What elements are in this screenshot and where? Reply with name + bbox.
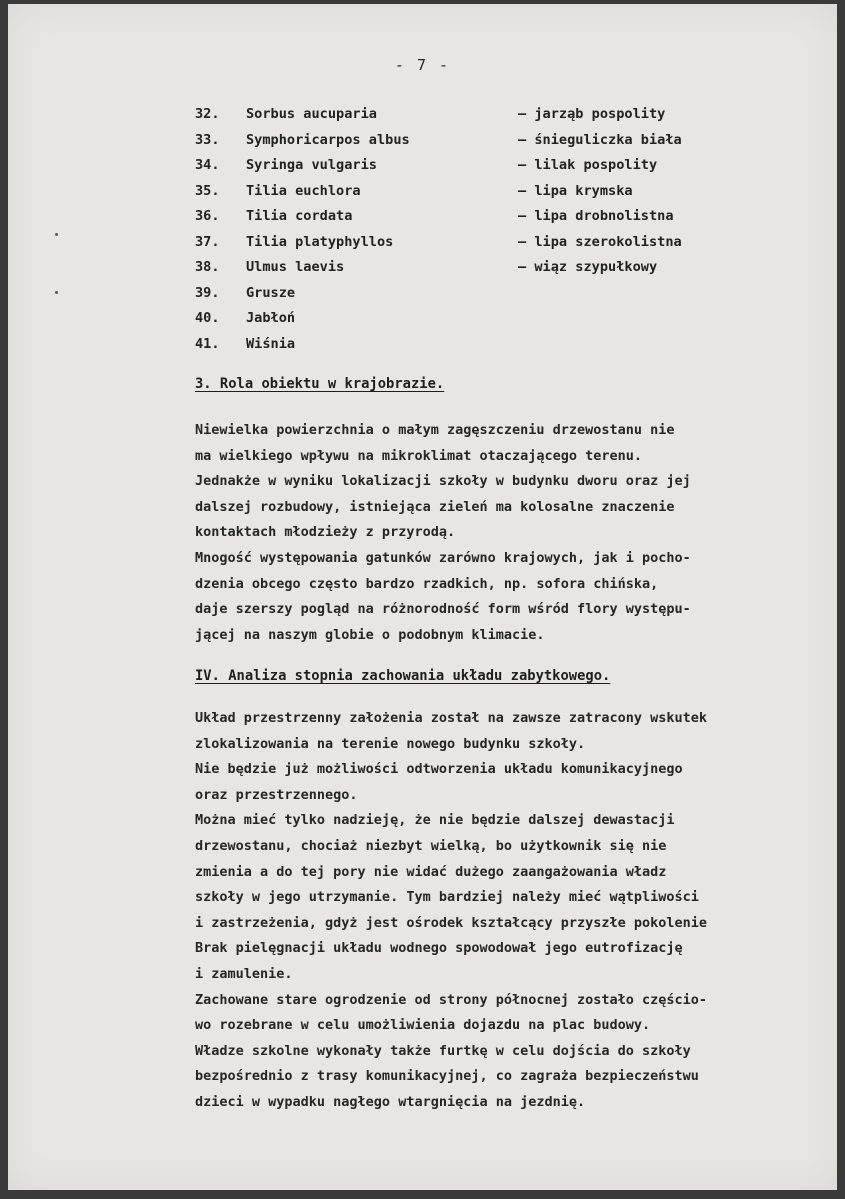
species-number: 36.	[195, 208, 220, 224]
text-line: dalszej rozbudowy, istniejąca zieleń ma kolosalne znaczenie	[195, 498, 675, 515]
paper-speck	[55, 291, 58, 294]
text-line: bezpośrednio z trasy komunikacyjnej, co zagraża bezpieczeństwu	[195, 1068, 699, 1085]
species-latin-name: Syringa vulgaris	[246, 157, 377, 173]
text-line: dzenia obcego często bardzo rzadkich, np. sofora chińska,	[195, 575, 659, 592]
species-number: 34.	[195, 157, 220, 173]
text-line: oraz przestrzennego.	[195, 786, 358, 803]
text-line: Można mieć tylko nadzieję, że nie będzie dalszej dewastacji	[195, 812, 675, 829]
text-line: Brak pielęgnacji układu wodnego spowodował jego eutrofizację	[195, 940, 683, 957]
species-item	[0, 336, 845, 362]
species-latin-name: Symphoricarpos albus	[246, 131, 410, 148]
species-latin-name: Jabłoń	[246, 310, 296, 326]
text-line: wo rozebrane w celu umożliwienia dojazdu na plac budowy.	[195, 1017, 651, 1034]
species-item	[0, 208, 845, 234]
text-line: Władze szkolne wykonały także furtkę w celu dojścia do szkoły	[195, 1042, 691, 1059]
text-line: Niewielka powierzchnia o małym zagęszczeniu drzewostanu nie	[195, 422, 675, 438]
page-number: - 7 -	[394, 56, 451, 74]
section-4-heading: IV. Analiza stopnia zachowania układu zabytkowego.	[195, 668, 611, 684]
species-number: 37.	[195, 233, 220, 250]
species-polish-name: – lilak pospolity	[518, 157, 658, 173]
species-latin-name: Tilia platyphyllos	[246, 233, 394, 250]
text-line: i zamulenie.	[195, 965, 293, 982]
species-polish-name: – lipa drobnolistna	[518, 208, 674, 224]
text-line: zmienia a do tej pory nie widać dużego zaangażowania władz	[195, 863, 667, 880]
text-line: Nie będzie już możliwości odtworzenia układu komunikacyjnego	[195, 761, 683, 778]
text-line: Zachowane stare ogrodzenie od strony północnej zostało częścio-	[195, 991, 708, 1008]
species-number: 41.	[195, 335, 220, 352]
species-polish-name: – lipa krymska	[518, 182, 633, 199]
species-item	[0, 157, 845, 183]
species-latin-name: Wiśnia	[246, 335, 296, 352]
text-line: kontaktach młodzieży z przyrodą.	[195, 524, 456, 541]
text-line: jącej na naszym globie o podobnym klimacie.	[195, 626, 545, 643]
species-item	[0, 234, 845, 260]
text-line: drzewostanu, chociaż niezbyt wielką, bo użytkownik się nie	[195, 837, 667, 854]
species-polish-name: – lipa szerokolistna	[518, 233, 682, 250]
species-number: 32.	[195, 106, 220, 122]
species-latin-name: Tilia cordata	[246, 208, 353, 224]
species-list	[0, 106, 845, 361]
species-item	[0, 132, 845, 158]
text-line: daje szerszy pogląd na różnorodność form wśród flory występu-	[195, 601, 691, 618]
species-number: 40.	[195, 310, 220, 326]
species-number: 39.	[195, 284, 220, 301]
species-item	[0, 310, 845, 336]
species-number: 38.	[195, 259, 220, 275]
section-3-heading: 3. Rola obiektu w krajobrazie.	[195, 376, 445, 392]
species-polish-name: – śnieguliczka biała	[518, 131, 682, 148]
species-item	[0, 183, 845, 209]
species-item	[0, 285, 845, 311]
text-line: zlokalizowania na terenie nowego budynku szkoły.	[195, 735, 586, 752]
species-latin-name: Tilia euchlora	[246, 182, 361, 199]
species-number: 33.	[195, 131, 220, 148]
text-line: dzieci w wypadku nagłego wtargnięcia na jezdnię.	[195, 1093, 586, 1110]
section-4-paragraph	[195, 706, 845, 1116]
species-latin-name: Ulmus laevis	[246, 259, 345, 275]
species-item	[0, 259, 845, 285]
species-number: 35.	[195, 182, 220, 199]
text-line: szkoły w jego utrzymanie. Tym bardziej należy mieć wątpliwości	[195, 889, 699, 906]
text-line: Jednakże w wyniku lokalizacji szkoły w budynku dworu oraz jej	[195, 473, 691, 490]
text-line: Układ przestrzenny założenia został na zawsze zatracony wskutek	[195, 710, 708, 726]
text-line: i zastrzeżenia, gdyż jest ośrodek kształcący przyszłe pokolenie	[195, 914, 708, 931]
species-latin-name: Sorbus aucuparia	[246, 106, 377, 122]
species-item	[0, 106, 845, 132]
paper-speck	[55, 233, 58, 236]
section-3-paragraph	[195, 418, 845, 648]
species-polish-name: – wiąz szypułkowy	[518, 259, 658, 275]
species-polish-name: – jarząb pospolity	[518, 106, 666, 122]
text-line: Mnogość występowania gatunków zarówno krajowych, jak i pocho-	[195, 549, 691, 566]
species-latin-name: Grusze	[246, 284, 296, 301]
text-line: ma wielkiego wpływu na mikroklimat otaczającego terenu.	[195, 447, 643, 464]
